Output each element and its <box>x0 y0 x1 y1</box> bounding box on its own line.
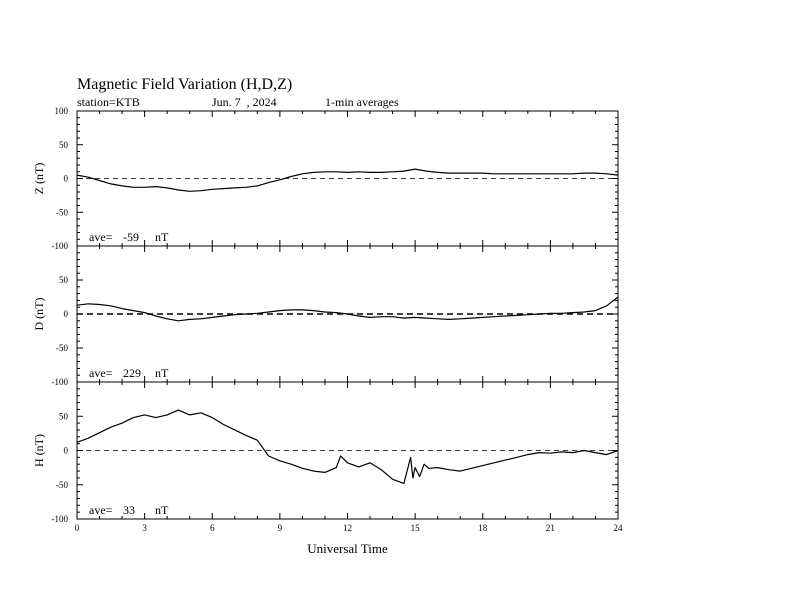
y-tick-label: -100 <box>51 514 68 524</box>
ave-value: -59 <box>123 230 139 244</box>
y-axis-label: Z (nT) <box>32 162 46 195</box>
x-tick-label: 12 <box>343 523 352 533</box>
ave-value: 229 <box>123 366 141 380</box>
y-tick-label: -50 <box>56 479 68 490</box>
ave-unit: nT <box>155 366 169 380</box>
y-tick-label: 50 <box>59 275 68 285</box>
station-label: station=KTB <box>77 95 140 109</box>
y-tick-label: 50 <box>59 139 68 150</box>
panel-z <box>77 111 618 246</box>
panel-d <box>77 246 618 382</box>
ave-label: ave= <box>89 230 113 244</box>
series-line-z <box>77 169 618 191</box>
ave-unit: nT <box>155 503 169 517</box>
y-tick-label: 50 <box>59 411 68 422</box>
x-axis-label: Universal Time <box>307 541 388 556</box>
y-tick-label: -100 <box>51 241 68 251</box>
y-tick-label: 100 <box>54 106 68 116</box>
ave-label: ave= <box>89 503 113 517</box>
y-tick-label: 0 <box>63 309 68 319</box>
y-tick-label: 0 <box>63 445 68 456</box>
series-line-d <box>77 297 618 321</box>
y-tick-label: -50 <box>56 343 68 353</box>
ave-unit: nT <box>155 230 169 244</box>
date-label: Jun. 7 , 2024 <box>212 95 277 109</box>
y-tick-label: 0 <box>63 173 68 184</box>
panel-h <box>77 382 618 519</box>
x-tick-label: 3 <box>142 523 147 533</box>
chart-title: Magnetic Field Variation (H,D,Z) <box>77 76 293 93</box>
x-tick-label: 18 <box>478 523 488 533</box>
series-line-h <box>77 410 618 483</box>
x-tick-label: 15 <box>410 523 420 533</box>
x-tick-label: 0 <box>74 523 80 533</box>
y-axis-label: H (nT) <box>32 434 46 467</box>
y-axis-label: D (nT) <box>32 297 46 331</box>
y-tick-label: -50 <box>56 207 68 218</box>
x-tick-label: 21 <box>545 523 555 533</box>
ave-label: ave= <box>89 366 113 380</box>
x-tick-label: 9 <box>277 523 283 533</box>
x-tick-label: 24 <box>613 523 623 533</box>
averaging-label: 1-min averages <box>325 95 399 109</box>
y-tick-label: -100 <box>51 377 68 387</box>
x-tick-label: 6 <box>210 523 215 533</box>
ave-value: 33 <box>123 503 135 517</box>
